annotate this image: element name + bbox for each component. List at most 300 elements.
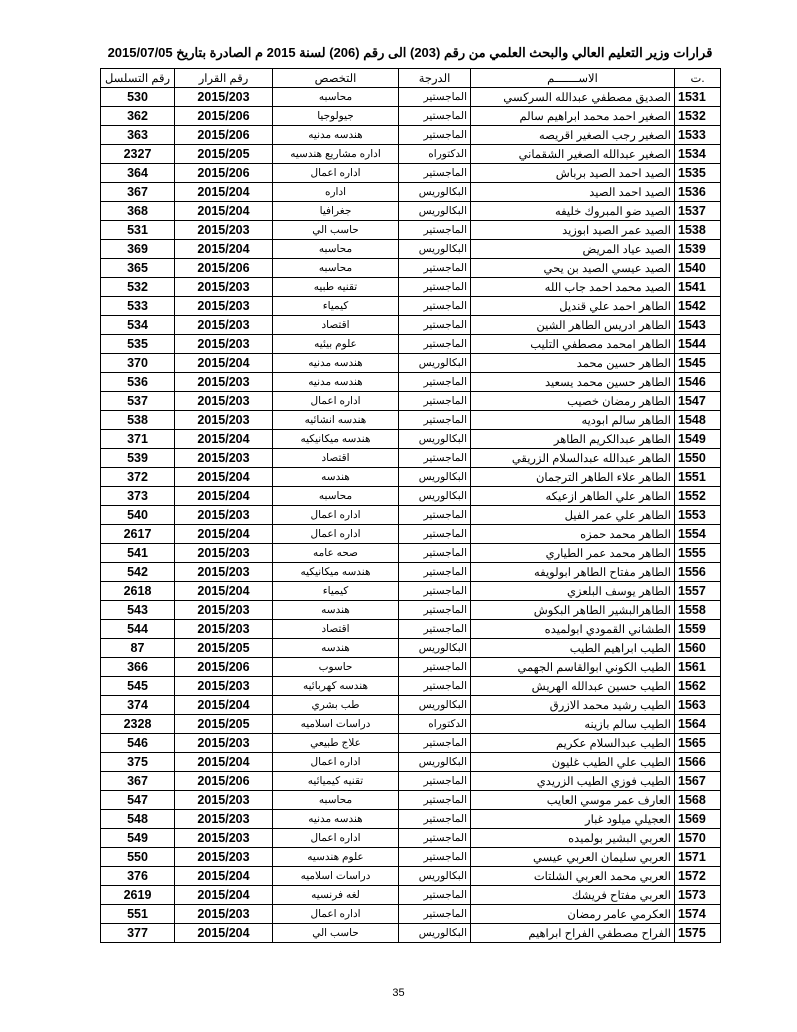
decision-number-cell: 2015/203 (175, 297, 273, 316)
decision-number-cell: 2015/204 (175, 183, 273, 202)
serial-cell: 2327 (101, 145, 175, 164)
decision-number-cell: 2015/204 (175, 487, 273, 506)
specialty-cell: دراسات اسلاميه (273, 867, 399, 886)
name-cell: الطيب الكوني ابوالقاسم الجهمي (471, 658, 675, 677)
degree-cell: الماجستير (399, 734, 471, 753)
decision-number-cell: 2015/204 (175, 924, 273, 943)
degree-cell: الماجستير (399, 563, 471, 582)
decision-number-cell: 2015/203 (175, 221, 273, 240)
name-cell: الصديق مصطفي عبدالله السركسي (471, 88, 675, 107)
row-id-cell: 1561 (675, 658, 721, 677)
serial-cell: 548 (101, 810, 175, 829)
name-cell: الطيب ابراهيم الطيب (471, 639, 675, 658)
decision-number-cell: 2015/203 (175, 373, 273, 392)
degree-cell: الماجستير (399, 544, 471, 563)
specialty-cell: هندسه (273, 639, 399, 658)
table-row (101, 126, 721, 145)
degree-cell: الماجستير (399, 449, 471, 468)
degree-cell: الماجستير (399, 297, 471, 316)
serial-cell: 550 (101, 848, 175, 867)
row-id-cell: 1556 (675, 563, 721, 582)
row-id-cell: 1550 (675, 449, 721, 468)
degree-cell: الماجستير (399, 164, 471, 183)
table-row (101, 240, 721, 259)
degree-cell: الماجستير (399, 411, 471, 430)
serial-cell: 533 (101, 297, 175, 316)
name-cell: الصيد احمد الصيد برباش (471, 164, 675, 183)
degree-cell: البكالوريس (399, 753, 471, 772)
decision-number-cell: 2015/203 (175, 411, 273, 430)
table-row (101, 791, 721, 810)
table-row (101, 525, 721, 544)
serial-cell: 366 (101, 658, 175, 677)
table-row (101, 202, 721, 221)
serial-cell: 368 (101, 202, 175, 221)
name-cell: العجيلي ميلود غبار (471, 810, 675, 829)
name-cell: الصيد احمد الصيد (471, 183, 675, 202)
name-cell: الطاهر محمد عمر الطياري (471, 544, 675, 563)
table-row (101, 810, 721, 829)
serial-cell: 547 (101, 791, 175, 810)
row-id-cell: 1572 (675, 867, 721, 886)
decision-number-cell: 2015/203 (175, 278, 273, 297)
row-id-cell: 1538 (675, 221, 721, 240)
decision-number-cell: 2015/203 (175, 506, 273, 525)
table-row (101, 601, 721, 620)
name-cell: الفراح مصطفي الفراح ابراهيم (471, 924, 675, 943)
name-cell: الصيد محمد احمد جاب الله (471, 278, 675, 297)
specialty-cell: حاسب الي (273, 221, 399, 240)
serial-cell: 532 (101, 278, 175, 297)
specialty-cell: اقتصاد (273, 449, 399, 468)
specialty-cell: صحه عامه (273, 544, 399, 563)
name-cell: الطشاني القمودي ابولميده (471, 620, 675, 639)
decision-number-cell: 2015/204 (175, 202, 273, 221)
degree-cell: الماجستير (399, 525, 471, 544)
decision-number-cell: 2015/203 (175, 88, 273, 107)
serial-cell: 363 (101, 126, 175, 145)
row-id-cell: 1553 (675, 506, 721, 525)
name-cell: الصيد عياد المريض (471, 240, 675, 259)
table-row (101, 639, 721, 658)
row-id-cell: 1564 (675, 715, 721, 734)
serial-cell: 364 (101, 164, 175, 183)
serial-cell: 536 (101, 373, 175, 392)
table-row (101, 563, 721, 582)
name-cell: الطاهر عبدالكريم الطاهر (471, 430, 675, 449)
document-title: قرارات وزير التعليم العالي والبحث العلمي من رقم (203) الى رقم (206) لسنة 2015 م الصادرة بتاريخ 2015/07/05 (107, 45, 713, 60)
specialty-cell: تقنيه كيميائيه (273, 772, 399, 791)
serial-cell: 362 (101, 107, 175, 126)
degree-cell: الماجستير (399, 772, 471, 791)
decision-number-cell: 2015/203 (175, 734, 273, 753)
row-id-cell: 1555 (675, 544, 721, 563)
serial-cell: 541 (101, 544, 175, 563)
decision-number-cell: 2015/203 (175, 601, 273, 620)
serial-cell: 2618 (101, 582, 175, 601)
degree-cell: البكالوريس (399, 924, 471, 943)
degree-cell: الماجستير (399, 886, 471, 905)
serial-cell: 87 (101, 639, 175, 658)
degree-cell: البكالوريس (399, 240, 471, 259)
table-row (101, 848, 721, 867)
serial-cell: 549 (101, 829, 175, 848)
specialty-cell: هندسه (273, 601, 399, 620)
specialty-cell: محاسبه (273, 791, 399, 810)
degree-cell: الماجستير (399, 107, 471, 126)
decision-number-cell: 2015/203 (175, 677, 273, 696)
name-cell: الطاهر امحمد مصطفي التليب (471, 335, 675, 354)
serial-cell: 373 (101, 487, 175, 506)
row-id-cell: 1573 (675, 886, 721, 905)
decision-number-cell: 2015/203 (175, 810, 273, 829)
name-cell: العكرمي عامر رمضان (471, 905, 675, 924)
name-cell: الصغير احمد محمد ابراهيم سالم (471, 107, 675, 126)
degree-cell: الدكتوراه (399, 145, 471, 164)
serial-cell: 374 (101, 696, 175, 715)
serial-cell: 540 (101, 506, 175, 525)
decision-number-cell: 2015/203 (175, 392, 273, 411)
decision-number-cell: 2015/206 (175, 126, 273, 145)
row-id-cell: 1547 (675, 392, 721, 411)
specialty-cell: كيمياء (273, 297, 399, 316)
name-cell: الطاهر ادريس الطاهر الشين (471, 316, 675, 335)
row-id-cell: 1571 (675, 848, 721, 867)
name-cell: الطاهر سالم ابوديه (471, 411, 675, 430)
name-cell: الطيب رشيد محمد الازرق (471, 696, 675, 715)
row-id-cell: 1546 (675, 373, 721, 392)
specialty-cell: هندسه ميكانيكيه (273, 563, 399, 582)
decision-number-cell: 2015/205 (175, 715, 273, 734)
specialty-cell: هندسه (273, 468, 399, 487)
row-id-cell: 1565 (675, 734, 721, 753)
serial-cell: 372 (101, 468, 175, 487)
decision-number-cell: 2015/204 (175, 240, 273, 259)
serial-cell: 534 (101, 316, 175, 335)
serial-cell: 537 (101, 392, 175, 411)
name-cell: العربي سليمان العربي عيسي (471, 848, 675, 867)
name-cell: الطيب فوزي الطيب الزريدي (471, 772, 675, 791)
row-id-cell: 1569 (675, 810, 721, 829)
row-id-cell: 1549 (675, 430, 721, 449)
serial-cell: 375 (101, 753, 175, 772)
row-id-cell: 1552 (675, 487, 721, 506)
decision-number-cell: 2015/203 (175, 848, 273, 867)
table-row (101, 658, 721, 677)
row-id-cell: 1536 (675, 183, 721, 202)
table-row (101, 715, 721, 734)
serial-cell: 365 (101, 259, 175, 278)
row-id-cell: 1551 (675, 468, 721, 487)
table-row (101, 582, 721, 601)
specialty-cell: اداره اعمال (273, 392, 399, 411)
decision-number-cell: 2015/204 (175, 430, 273, 449)
decision-number-cell: 2015/204 (175, 468, 273, 487)
name-cell: الطاهر يوسف البلعزي (471, 582, 675, 601)
row-id-cell: 1544 (675, 335, 721, 354)
specialty-cell: هندسه انشائيه (273, 411, 399, 430)
header-degree: الدرجة (399, 69, 471, 88)
specialty-cell: محاسبه (273, 88, 399, 107)
degree-cell: الماجستير (399, 848, 471, 867)
specialty-cell: محاسبه (273, 487, 399, 506)
degree-cell: الماجستير (399, 506, 471, 525)
specialty-cell: هندسه مدنيه (273, 126, 399, 145)
row-id-cell: 1534 (675, 145, 721, 164)
name-cell: الطاهر احمد علي قنديل (471, 297, 675, 316)
table-row (101, 278, 721, 297)
specialty-cell: اداره اعمال (273, 905, 399, 924)
serial-cell: 546 (101, 734, 175, 753)
table-row (101, 544, 721, 563)
header-serial: رقم التسلسل (101, 69, 175, 88)
table-row (101, 468, 721, 487)
degree-cell: الماجستير (399, 601, 471, 620)
row-id-cell: 1539 (675, 240, 721, 259)
degree-cell: البكالوريس (399, 867, 471, 886)
row-id-cell: 1562 (675, 677, 721, 696)
decision-number-cell: 2015/204 (175, 525, 273, 544)
decision-number-cell: 2015/203 (175, 791, 273, 810)
row-id-cell: 1543 (675, 316, 721, 335)
serial-cell: 367 (101, 772, 175, 791)
decision-number-cell: 2015/203 (175, 829, 273, 848)
degree-cell: الماجستير (399, 829, 471, 848)
degree-cell: البكالوريس (399, 354, 471, 373)
name-cell: الطيب علي الطيب غليون (471, 753, 675, 772)
row-id-cell: 1574 (675, 905, 721, 924)
serial-cell: 542 (101, 563, 175, 582)
serial-cell: 369 (101, 240, 175, 259)
decision-number-cell: 2015/203 (175, 544, 273, 563)
row-id-cell: 1535 (675, 164, 721, 183)
row-id-cell: 1567 (675, 772, 721, 791)
specialty-cell: طب بشري (273, 696, 399, 715)
specialty-cell: دراسات اسلاميه (273, 715, 399, 734)
name-cell: الطاهر حسين محمد (471, 354, 675, 373)
degree-cell: الماجستير (399, 620, 471, 639)
decision-number-cell: 2015/203 (175, 563, 273, 582)
name-cell: الصيد ضو المبروك خليفه (471, 202, 675, 221)
table-row (101, 487, 721, 506)
table-row (101, 221, 721, 240)
serial-cell: 2328 (101, 715, 175, 734)
decision-number-cell: 2015/205 (175, 639, 273, 658)
specialty-cell: اداره (273, 183, 399, 202)
decision-number-cell: 2015/204 (175, 582, 273, 601)
decision-number-cell: 2015/203 (175, 620, 273, 639)
serial-cell: 538 (101, 411, 175, 430)
name-cell: الطاهر محمد حمزه (471, 525, 675, 544)
decision-number-cell: 2015/203 (175, 449, 273, 468)
table-row (101, 88, 721, 107)
table-row (101, 145, 721, 164)
row-id-cell: 1542 (675, 297, 721, 316)
specialty-cell: اداره اعمال (273, 525, 399, 544)
degree-cell: البكالوريس (399, 696, 471, 715)
specialty-cell: محاسبه (273, 259, 399, 278)
specialty-cell: هندسه كهربائيه (273, 677, 399, 696)
serial-cell: 371 (101, 430, 175, 449)
specialty-cell: علوم هندسيه (273, 848, 399, 867)
specialty-cell: هندسه مدنيه (273, 354, 399, 373)
row-id-cell: 1532 (675, 107, 721, 126)
degree-cell: الماجستير (399, 316, 471, 335)
degree-cell: البكالوريس (399, 468, 471, 487)
row-id-cell: 1541 (675, 278, 721, 297)
degree-cell: البكالوريس (399, 202, 471, 221)
specialty-cell: اقتصاد (273, 316, 399, 335)
specialty-cell: حاسب الي (273, 924, 399, 943)
table-row (101, 297, 721, 316)
row-id-cell: 1540 (675, 259, 721, 278)
row-id-cell: 1531 (675, 88, 721, 107)
row-id-cell: 1559 (675, 620, 721, 639)
name-cell: العربي محمد العربي الشلتات (471, 867, 675, 886)
degree-cell: الماجستير (399, 791, 471, 810)
header-decision: رقم القرار (175, 69, 273, 88)
page-number: 35 (392, 987, 405, 999)
table-row (101, 449, 721, 468)
name-cell: الطاهر مفتاح الطاهر ابولويفه (471, 563, 675, 582)
decision-number-cell: 2015/206 (175, 164, 273, 183)
degree-cell: الدكتوراه (399, 715, 471, 734)
specialty-cell: اداره اعمال (273, 164, 399, 183)
degree-cell: الماجستير (399, 221, 471, 240)
table-row (101, 905, 721, 924)
table-row (101, 392, 721, 411)
table-row (101, 316, 721, 335)
specialty-cell: تقنيه طبيه (273, 278, 399, 297)
specialty-cell: كيمياء (273, 582, 399, 601)
degree-cell: الماجستير (399, 373, 471, 392)
specialty-cell: محاسبه (273, 240, 399, 259)
serial-cell: 539 (101, 449, 175, 468)
serial-cell: 544 (101, 620, 175, 639)
decision-number-cell: 2015/206 (175, 772, 273, 791)
name-cell: الطاهر حسين محمد يسعيد (471, 373, 675, 392)
name-cell: الصيد عيسي الصيد بن يحي (471, 259, 675, 278)
table-row (101, 696, 721, 715)
specialty-cell: لغه فرنسيه (273, 886, 399, 905)
row-id-cell: 1566 (675, 753, 721, 772)
degree-cell: الماجستير (399, 259, 471, 278)
name-cell: الطاهر علاء الطاهر الترجمان (471, 468, 675, 487)
name-cell: الطاهر عبدالله عبدالسلام الزريقي (471, 449, 675, 468)
table-row (101, 772, 721, 791)
table-row (101, 506, 721, 525)
table-row (101, 411, 721, 430)
row-id-cell: 1570 (675, 829, 721, 848)
row-id-cell: 1545 (675, 354, 721, 373)
row-id-cell: 1563 (675, 696, 721, 715)
decision-number-cell: 2015/204 (175, 753, 273, 772)
name-cell: الطاهر رمضان خصيب (471, 392, 675, 411)
specialty-cell: حاسوب (273, 658, 399, 677)
decision-number-cell: 2015/206 (175, 107, 273, 126)
header-specialty: التخصص (273, 69, 399, 88)
table-row (101, 335, 721, 354)
specialty-cell: هندسه ميكانيكيه (273, 430, 399, 449)
name-cell: الصغير رجب الصغير اقريصه (471, 126, 675, 145)
header-name: الاســـــــم (471, 69, 675, 88)
table-row (101, 354, 721, 373)
serial-cell: 531 (101, 221, 175, 240)
serial-cell: 535 (101, 335, 175, 354)
table-header-row (101, 69, 721, 88)
degree-cell: الماجستير (399, 905, 471, 924)
name-cell: العارف عمر موسي العايب (471, 791, 675, 810)
serial-cell: 551 (101, 905, 175, 924)
row-id-cell: 1537 (675, 202, 721, 221)
degree-cell: الماجستير (399, 392, 471, 411)
serial-cell: 543 (101, 601, 175, 620)
name-cell: الطيب عبدالسلام عكريم (471, 734, 675, 753)
serial-cell: 2617 (101, 525, 175, 544)
table-row (101, 430, 721, 449)
decision-number-cell: 2015/204 (175, 696, 273, 715)
serial-cell: 370 (101, 354, 175, 373)
table-row (101, 677, 721, 696)
table-row (101, 620, 721, 639)
table-row (101, 867, 721, 886)
specialty-cell: جيولوجيا (273, 107, 399, 126)
name-cell: الصيد عمر الصيد ابوزيد (471, 221, 675, 240)
serial-cell: 2619 (101, 886, 175, 905)
table-row (101, 373, 721, 392)
specialty-cell: علوم بيئيه (273, 335, 399, 354)
table-row (101, 886, 721, 905)
serial-cell: 367 (101, 183, 175, 202)
table-row (101, 734, 721, 753)
degree-cell: الماجستير (399, 126, 471, 145)
header-id: ت. (675, 69, 721, 88)
decision-number-cell: 2015/203 (175, 335, 273, 354)
name-cell: الطاهر علي الطاهر ازعيكه (471, 487, 675, 506)
serial-cell: 377 (101, 924, 175, 943)
name-cell: الطيب سالم بازينه (471, 715, 675, 734)
decision-number-cell: 2015/203 (175, 905, 273, 924)
degree-cell: الماجستير (399, 810, 471, 829)
table-row (101, 753, 721, 772)
row-id-cell: 1557 (675, 582, 721, 601)
decision-number-cell: 2015/204 (175, 867, 273, 886)
name-cell: العربي مفتاح فريشك (471, 886, 675, 905)
specialty-cell: اداره اعمال (273, 506, 399, 525)
decision-number-cell: 2015/204 (175, 886, 273, 905)
decision-number-cell: 2015/206 (175, 658, 273, 677)
degree-cell: الماجستير (399, 335, 471, 354)
name-cell: الطاهر علي عمر الفيل (471, 506, 675, 525)
serial-cell: 545 (101, 677, 175, 696)
decision-number-cell: 2015/204 (175, 354, 273, 373)
serial-cell: 376 (101, 867, 175, 886)
specialty-cell: علاج طبيعي (273, 734, 399, 753)
specialty-cell: جغرافيا (273, 202, 399, 221)
specialty-cell: هندسه مدنيه (273, 373, 399, 392)
degree-cell: الماجستير (399, 88, 471, 107)
specialty-cell: اداره مشاريع هندسيه (273, 145, 399, 164)
row-id-cell: 1560 (675, 639, 721, 658)
row-id-cell: 1554 (675, 525, 721, 544)
row-id-cell: 1558 (675, 601, 721, 620)
table-row (101, 164, 721, 183)
decisions-table (100, 68, 721, 943)
row-id-cell: 1533 (675, 126, 721, 145)
degree-cell: الماجستير (399, 677, 471, 696)
specialty-cell: اداره اعمال (273, 829, 399, 848)
degree-cell: البكالوريس (399, 183, 471, 202)
